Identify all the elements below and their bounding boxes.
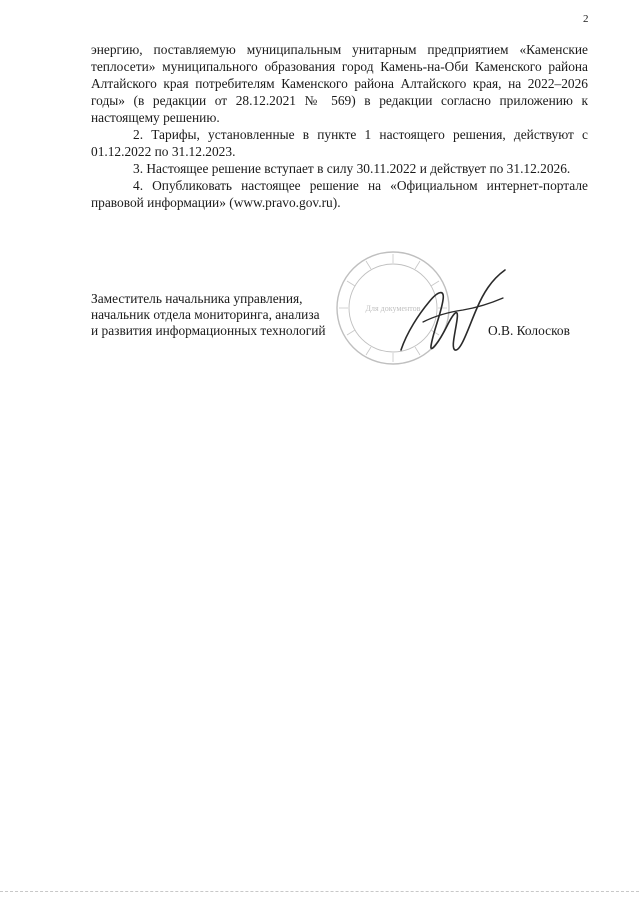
document-body bbox=[91, 41, 588, 211]
paragraph-4: 4. Опубликовать настоящее решение на «Официальном интернет-портале правовой информации» (www.pravo.gov.ru). bbox=[91, 178, 588, 210]
signatory-name: О.В. Колосков bbox=[488, 323, 570, 338]
signature-stroke-loop bbox=[423, 298, 503, 322]
page-number: 2 bbox=[583, 13, 589, 25]
signature-stroke-main bbox=[401, 270, 505, 350]
signatory-title-line: и развития информационных технологий bbox=[91, 323, 326, 338]
paragraph-3: 3. Настоящее решение вступает в силу 30.11.2022 и действует по 31.12.2026. bbox=[133, 161, 571, 176]
stamp-center-text: Для документов bbox=[365, 304, 421, 313]
handwritten-signature bbox=[393, 262, 518, 362]
signatory-title bbox=[91, 291, 326, 339]
signatory-title-line: Заместитель начальника управления, bbox=[91, 291, 303, 306]
scan-edge-line bbox=[0, 891, 639, 892]
paragraph-continuation: энергию, поставляемую муниципальным унитарным предприятием «Каменские теплосети» муниципального образования город Камень-на-Оби Каменского района Алтайского края потребителям Каменского района Алтайского края, на 2022–2026 годы» (в редакции от 28.12.2021 № 569) в редакции согласно приложению к настоящему решению. bbox=[91, 42, 588, 125]
paragraph-2: 2. Тарифы, установленные в пункте 1 настоящего решения, действуют с 01.12.2022 по 31.12.2023. bbox=[91, 127, 588, 159]
signatory-title-line: начальник отдела мониторинга, анализа bbox=[91, 307, 320, 322]
